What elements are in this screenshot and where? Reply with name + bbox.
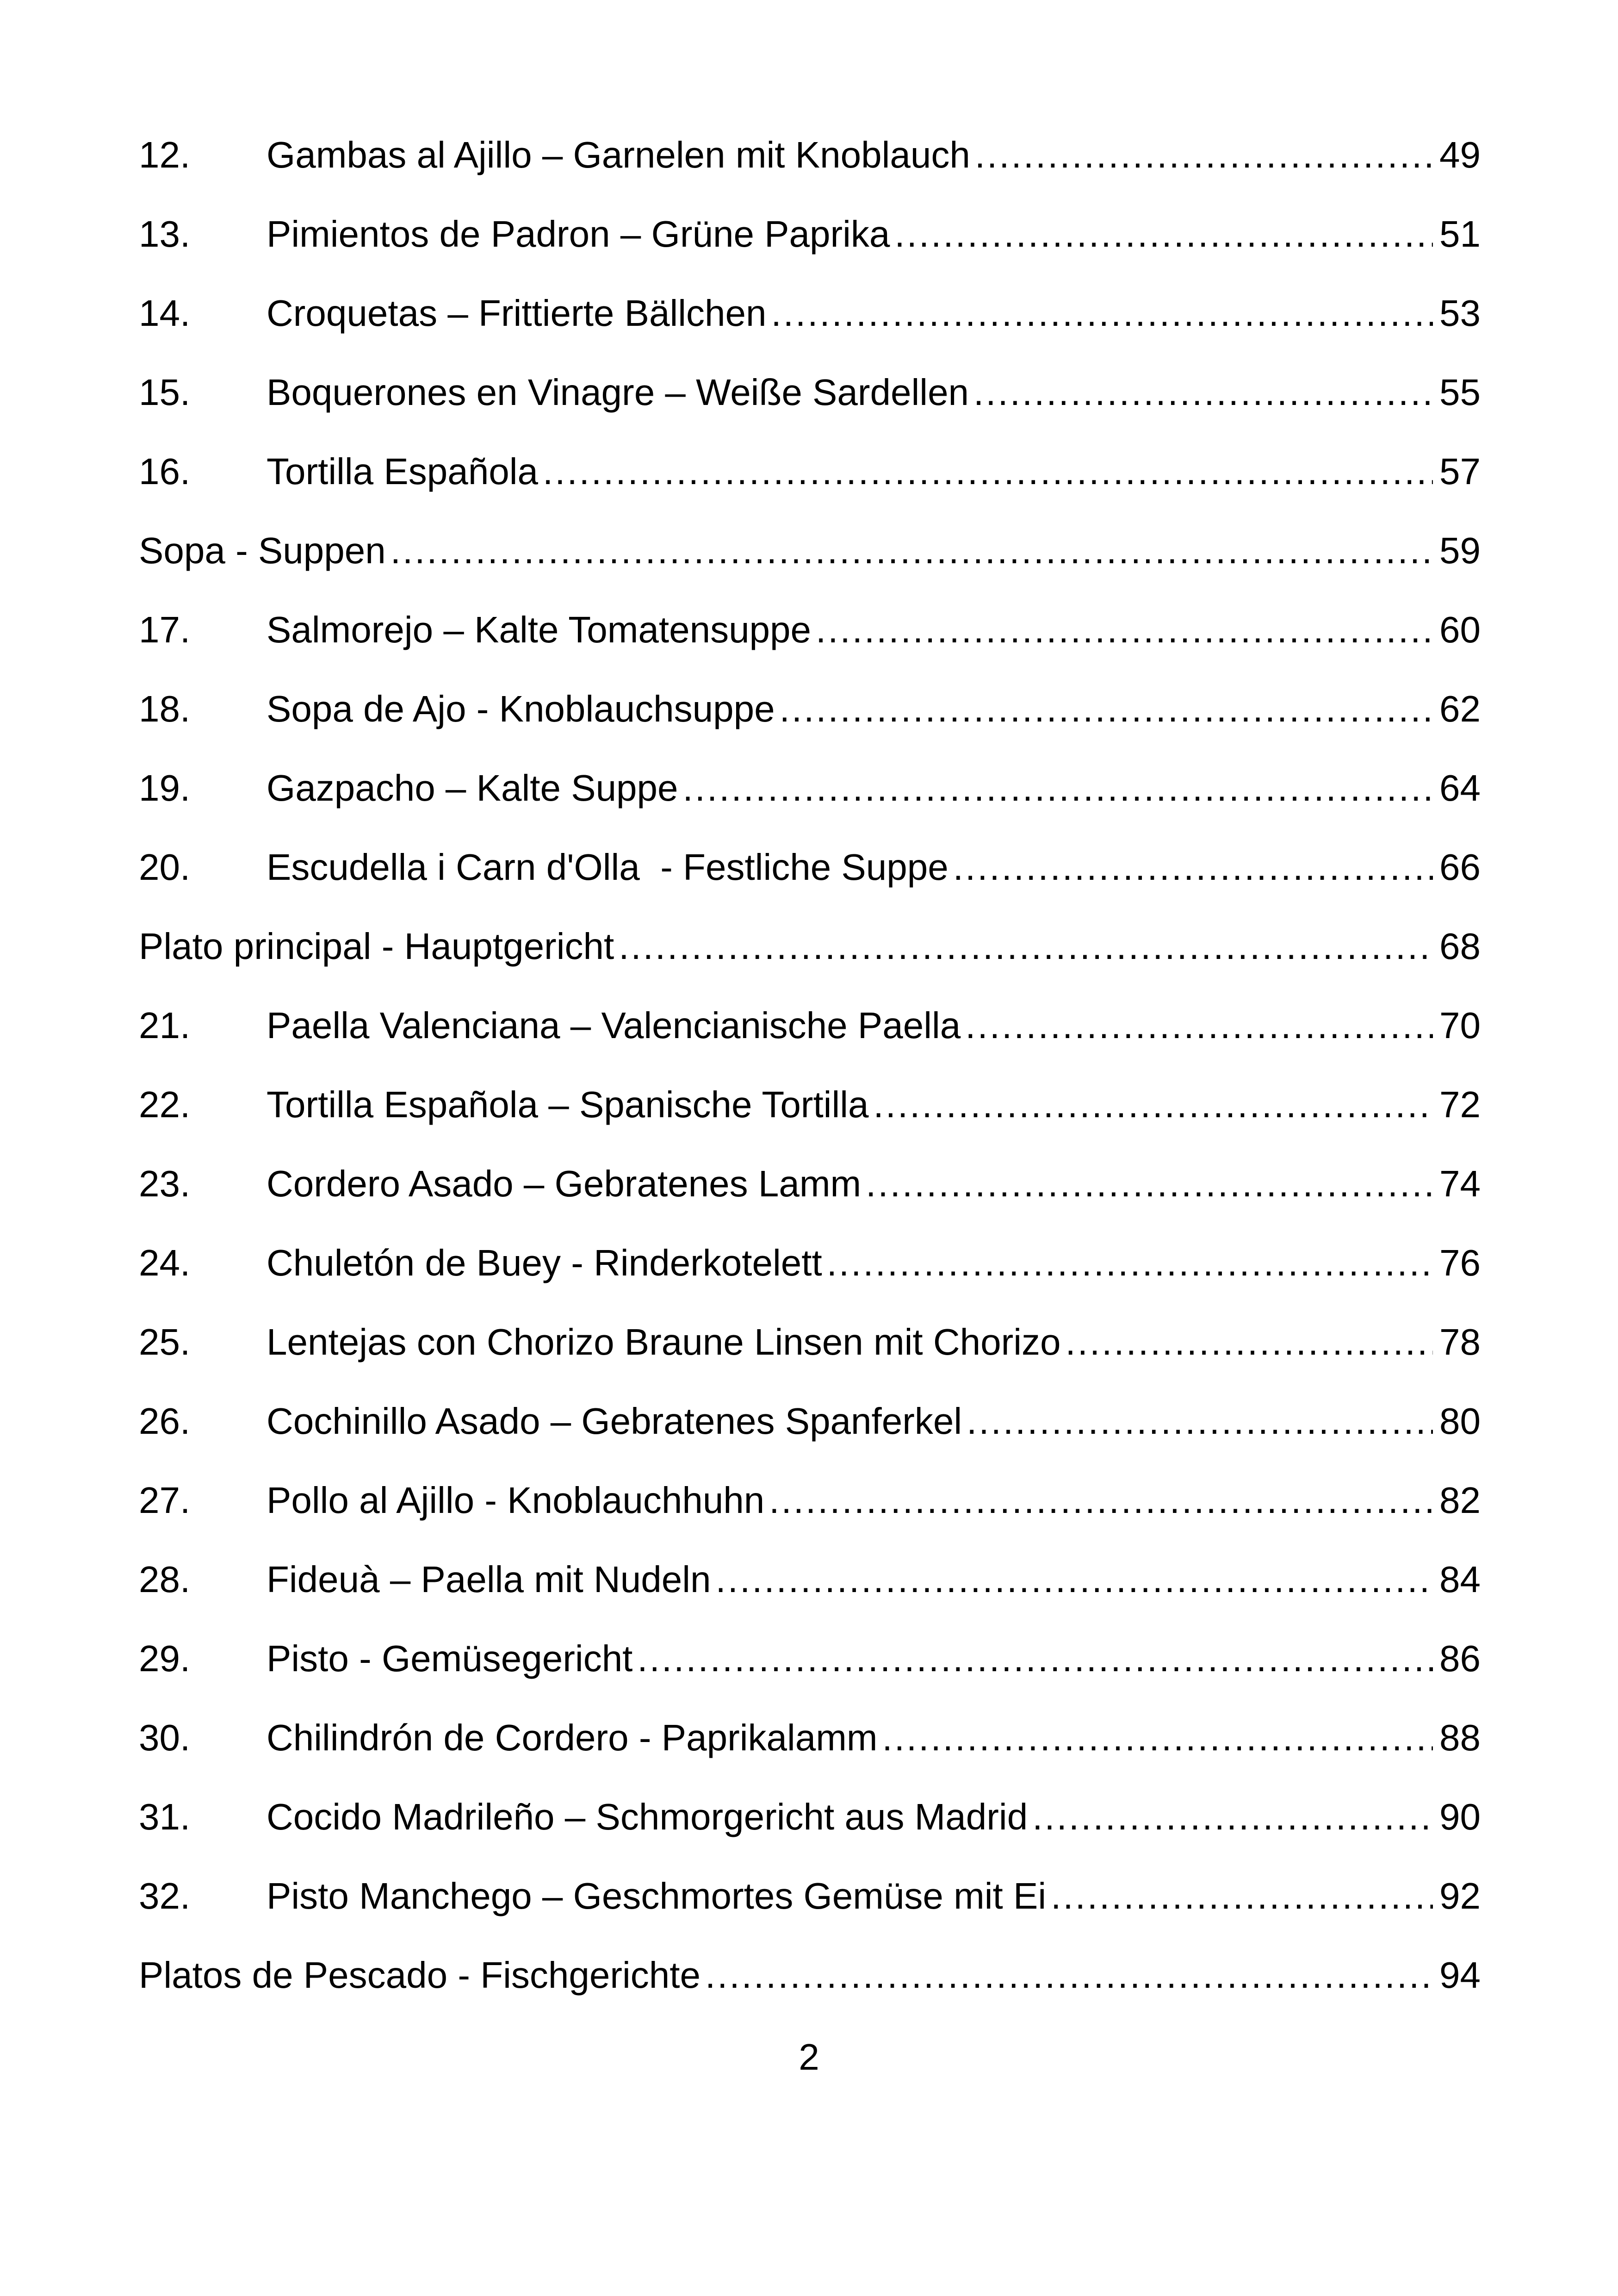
toc-entry-title: Chuletón de Buey - Rinderkotelett: [267, 1242, 822, 1283]
toc-page-number: 88: [1439, 1717, 1481, 1758]
toc-dot-leader: [637, 1636, 1433, 1682]
toc-dot-leader: [965, 1002, 1433, 1049]
toc-page-number: 62: [1439, 688, 1481, 729]
toc-entry-number: 16.: [139, 451, 191, 492]
toc-entry[interactable]: [139, 1240, 1481, 1319]
toc-entry-title: Paella Valenciana – Valencianische Paella: [267, 1005, 961, 1046]
toc-entry[interactable]: [139, 686, 1481, 765]
toc-dot-leader: [391, 528, 1433, 574]
toc-entry-title: Fideuà – Paella mit Nudeln: [267, 1559, 711, 1600]
page-number: 2: [799, 2036, 819, 2078]
toc-entry[interactable]: [139, 1477, 1481, 1556]
toc-entry[interactable]: [139, 1161, 1481, 1240]
toc-dot-leader: [827, 1240, 1433, 1286]
toc-dot-leader: [1032, 1794, 1433, 1840]
toc-page-number: 66: [1439, 846, 1481, 888]
toc-entry[interactable]: [139, 1636, 1481, 1715]
toc-page-number: 76: [1439, 1242, 1481, 1283]
toc-dot-leader: [894, 211, 1433, 257]
toc-entry-number: 32.: [139, 1875, 191, 1916]
toc-entry-title: Sopa de Ajo - Knoblauchsuppe: [267, 688, 775, 729]
toc-entry[interactable]: [139, 1794, 1481, 1873]
toc-entry[interactable]: [139, 765, 1481, 844]
toc-page-number: 53: [1439, 292, 1481, 334]
toc-page-number: 82: [1439, 1480, 1481, 1521]
toc-page-number: 92: [1439, 1875, 1481, 1916]
toc-page-number: 84: [1439, 1559, 1481, 1600]
toc-section-heading[interactable]: [139, 1952, 1481, 2031]
toc-entry-number: 14.: [139, 292, 191, 334]
toc-page-number: 68: [1439, 926, 1481, 967]
toc-dot-leader: [769, 1477, 1433, 1524]
toc-entry-title: Escudella i Carn d'Olla - Festliche Suppe: [267, 846, 948, 888]
table-of-contents: [139, 132, 1481, 2031]
toc-page-number: 60: [1439, 609, 1481, 650]
toc-section-title: Platos de Pescado - Fischgerichte: [139, 1954, 701, 1996]
toc-entry-title: Croquetas – Frittierte Bällchen: [267, 292, 767, 334]
toc-entry-number: 27.: [139, 1480, 191, 1521]
toc-page-number: 64: [1439, 767, 1481, 809]
toc-page-number: 57: [1439, 451, 1481, 492]
toc-dot-leader: [816, 607, 1433, 653]
toc-entry[interactable]: [139, 1398, 1481, 1477]
toc-page-number: 86: [1439, 1638, 1481, 1679]
toc-entry-title: Pisto - Gemüsegericht: [267, 1638, 633, 1679]
toc-entry-number: 13.: [139, 213, 191, 255]
toc-entry[interactable]: [139, 290, 1481, 369]
toc-entry[interactable]: [139, 1715, 1481, 1794]
toc-dot-leader: [967, 1398, 1433, 1444]
toc-dot-leader: [973, 369, 1433, 416]
toc-entry-number: 15.: [139, 372, 191, 413]
toc-page-number: 59: [1439, 530, 1481, 571]
toc-entry-number: 23.: [139, 1163, 191, 1204]
toc-page-number: 72: [1439, 1084, 1481, 1125]
toc-entry-title: Salmorejo – Kalte Tomatensuppe: [267, 609, 812, 650]
toc-entry[interactable]: [139, 1873, 1481, 1952]
toc-entry-title: Lentejas con Chorizo Braune Linsen mit Chorizo: [267, 1321, 1061, 1363]
toc-entry-number: 31.: [139, 1796, 191, 1837]
toc-dot-leader: [1051, 1873, 1433, 1919]
toc-page-number: 80: [1439, 1400, 1481, 1442]
toc-entry-title: Cordero Asado – Gebratenes Lamm: [267, 1163, 862, 1204]
toc-entry[interactable]: [139, 1082, 1481, 1161]
toc-entry-title: Pisto Manchego – Geschmortes Gemüse mit Ei: [267, 1875, 1047, 1916]
toc-entry[interactable]: [139, 448, 1481, 528]
toc-entry-number: 25.: [139, 1321, 191, 1363]
toc-page-number: 94: [1439, 1954, 1481, 1996]
toc-section-heading[interactable]: [139, 923, 1481, 1002]
toc-dot-leader: [683, 765, 1433, 811]
toc-dot-leader: [619, 923, 1433, 970]
toc-entry-number: 20.: [139, 846, 191, 888]
toc-entry[interactable]: [139, 1002, 1481, 1082]
toc-entry-title: Pimientos de Padron – Grüne Paprika: [267, 213, 890, 255]
toc-entry[interactable]: [139, 607, 1481, 686]
toc-entry-number: 26.: [139, 1400, 191, 1442]
toc-entry-number: 19.: [139, 767, 191, 809]
toc-dot-leader: [882, 1715, 1433, 1761]
toc-dot-leader: [543, 448, 1433, 495]
toc-page-number: 78: [1439, 1321, 1481, 1363]
toc-dot-leader: [1065, 1319, 1433, 1365]
toc-entry-number: 21.: [139, 1005, 191, 1046]
toc-dot-leader: [716, 1556, 1433, 1603]
toc-entry-number: 12.: [139, 134, 191, 175]
toc-entry-number: 28.: [139, 1559, 191, 1600]
toc-page-number: 70: [1439, 1005, 1481, 1046]
toc-entry-title: Cocido Madrileño – Schmorgericht aus Madrid: [267, 1796, 1028, 1837]
toc-entry-title: Chilindrón de Cordero - Paprikalamm: [267, 1717, 878, 1758]
toc-entry[interactable]: [139, 1319, 1481, 1398]
toc-entry[interactable]: [139, 844, 1481, 923]
toc-entry-number: 22.: [139, 1084, 191, 1125]
toc-entry-number: 17.: [139, 609, 191, 650]
toc-section-title: Sopa - Suppen: [139, 530, 386, 571]
toc-dot-leader: [953, 844, 1433, 890]
toc-dot-leader: [975, 132, 1433, 178]
toc-page-number: 74: [1439, 1163, 1481, 1204]
toc-entry-number: 18.: [139, 688, 191, 729]
toc-entry[interactable]: [139, 1556, 1481, 1636]
toc-section-title: Plato principal - Hauptgericht: [139, 926, 614, 967]
toc-entry-number: 29.: [139, 1638, 191, 1679]
toc-entry[interactable]: [139, 211, 1481, 290]
toc-entry-title: Pollo al Ajillo - Knoblauchhuhn: [267, 1480, 765, 1521]
toc-page-number: 49: [1439, 134, 1481, 175]
toc-entry-title: Gazpacho – Kalte Suppe: [267, 767, 678, 809]
toc-dot-leader: [771, 290, 1433, 336]
toc-entry[interactable]: [139, 369, 1481, 448]
toc-dot-leader: [780, 686, 1433, 732]
toc-entry-title: Gambas al Ajillo – Garnelen mit Knoblauch: [267, 134, 970, 175]
toc-entry-title: Cochinillo Asado – Gebratenes Spanferkel: [267, 1400, 962, 1442]
toc-page-number: 51: [1439, 213, 1481, 255]
toc-entry-number: 24.: [139, 1242, 191, 1283]
toc-entry-title: Boquerones en Vinagre – Weiße Sardellen: [267, 372, 969, 413]
toc-dot-leader: [866, 1161, 1433, 1207]
toc-page-number: 90: [1439, 1796, 1481, 1837]
toc-section-heading[interactable]: [139, 528, 1481, 607]
toc-entry-number: 30.: [139, 1717, 191, 1758]
toc-entry[interactable]: [139, 132, 1481, 211]
toc-dot-leader: [705, 1952, 1433, 1998]
toc-entry-title: Tortilla Española – Spanische Tortilla: [267, 1084, 869, 1125]
toc-dot-leader: [873, 1082, 1433, 1128]
toc-entry-title: Tortilla Española: [267, 451, 538, 492]
toc-page-number: 55: [1439, 372, 1481, 413]
